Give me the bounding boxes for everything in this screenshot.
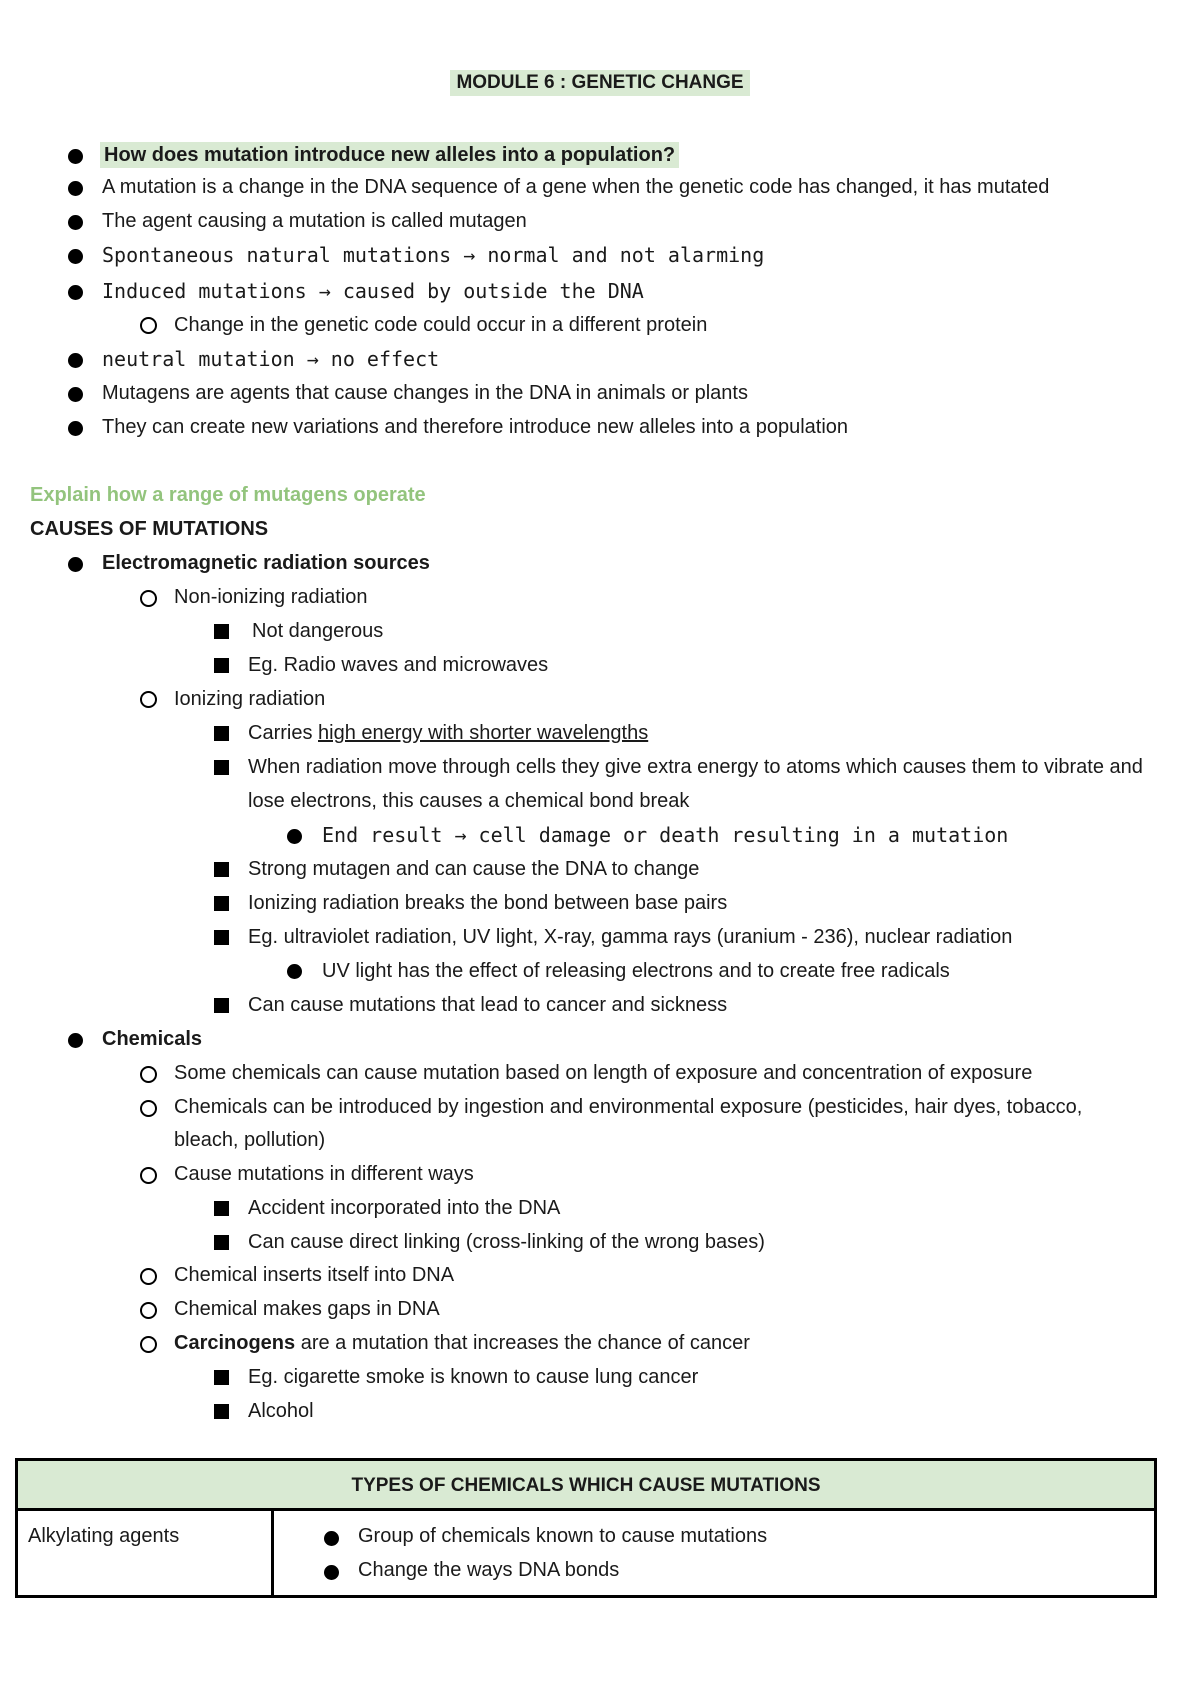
bullet-square: [214, 624, 229, 639]
bullet-disc: [324, 1531, 339, 1546]
question-line: [100, 142, 679, 168]
bullet-circle: [140, 317, 157, 334]
bullet-disc: [68, 1033, 83, 1048]
bullet-disc: [324, 1565, 339, 1580]
table-header: TYPES OF CHEMICALS WHICH CAUSE MUTATIONS: [18, 1461, 1154, 1511]
bullet-square: [214, 760, 229, 775]
sub-bullet-text: Chemicals can be introduced by ingestion and environmental exposure (pesticides, hair dyes, tobacco,: [174, 1096, 1083, 1118]
bullet-circle: [140, 1336, 157, 1353]
bullet-square: [214, 726, 229, 741]
bullet-square: [214, 1370, 229, 1385]
chemicals-label: Chemicals: [102, 1028, 203, 1050]
bullet-disc: [287, 964, 302, 979]
bullet-disc: [68, 421, 83, 436]
bullet-circle: [140, 1167, 157, 1184]
bullet-circle: [140, 691, 157, 708]
bullet-disc: [68, 353, 83, 368]
bullet-text: Mutagens are agents that cause changes in the DNA in animals or plants: [102, 382, 748, 404]
sub-sub-bullet-text: Not dangerous: [252, 620, 384, 642]
sub-sub-bullet-text: Alcohol: [248, 1400, 314, 1422]
sub-bullet-text: Non-ionizing radiation: [174, 586, 368, 608]
carries-underlined: high energy with shorter wavelengths: [318, 722, 649, 744]
bullet-circle: [140, 1100, 157, 1117]
sub-sub-bullet-text: [248, 720, 648, 746]
bullet-disc: [68, 285, 83, 300]
table-cell-bullet: Change the ways DNA bonds: [358, 1559, 620, 1581]
carcinogens-bold: Carcinogens: [174, 1332, 296, 1354]
sub-bullet-text: Chemical makes gaps in DNA: [174, 1298, 440, 1320]
sub-bullet-text-cont: bleach, pollution): [174, 1129, 326, 1151]
sub-sub-bullet-text: Accident incorporated into the DNA: [248, 1197, 561, 1219]
sub-sub-bullet-text: Eg. cigarette smoke is known to cause lung cancer: [248, 1366, 699, 1388]
bullet-circle: [140, 1066, 157, 1083]
sub-bullet-text: Change in the genetic code could occur in a different protein: [174, 314, 708, 336]
bullet-text: The agent causing a mutation is called mutagen: [102, 210, 527, 232]
bullet-disc: [68, 181, 83, 196]
bullet-text-mono: Induced mutations → caused by outside the DNA: [102, 279, 644, 303]
sub-sub-bullet-text: Eg. ultraviolet radiation, UV light, X-ray, gamma rays (uranium - 236), nuclear radiation: [248, 926, 1013, 948]
bullet-disc: [68, 215, 83, 230]
carries-text: Carries: [248, 722, 319, 744]
em-label: Electromagnetic radiation sources: [102, 552, 430, 574]
carcinogens-rest: are a mutation that increases the chance of cancer: [295, 1332, 750, 1354]
section-heading: Explain how a range of mutagens operate: [30, 484, 426, 506]
sub-sub-bullet-text-cont: lose electrons, this causes a chemical bond break: [248, 790, 690, 812]
bullet-circle: [140, 1302, 157, 1319]
sub-bullet-text: Ionizing radiation: [174, 688, 326, 710]
chemicals-table: [15, 1458, 1157, 1598]
page-title: MODULE 6 : GENETIC CHANGE: [450, 70, 749, 96]
level4-bullet-text: UV light has the effect of releasing electrons and to create free radicals: [322, 960, 950, 982]
bullet-square: [214, 1404, 229, 1419]
bullet-disc: [68, 387, 83, 402]
sub-sub-bullet-text: Can cause direct linking (cross-linking of the wrong bases): [248, 1231, 765, 1253]
bullet-text-mono: Spontaneous natural mutations → normal and not alarming: [102, 243, 765, 267]
sub-sub-bullet-text: Strong mutagen and can cause the DNA to change: [248, 858, 700, 880]
sub-bullet-text: Chemical inserts itself into DNA: [174, 1264, 455, 1286]
bullet-square: [214, 930, 229, 945]
question-highlight: How does mutation introduce new alleles into a population?: [100, 142, 679, 168]
sub-sub-bullet-text: Can cause mutations that lead to cancer and sickness: [248, 994, 728, 1016]
sub-bullet-text: [174, 1330, 750, 1356]
title-wrap: [0, 70, 1200, 96]
table-cell-bullet: Group of chemicals known to cause mutations: [358, 1525, 768, 1547]
bullet-square: [214, 1235, 229, 1250]
sub-bullet-text: Cause mutations in different ways: [174, 1163, 474, 1185]
bullet-text: They can create new variations and therefore introduce new alleles into a population: [102, 416, 849, 438]
bullet-square: [214, 998, 229, 1013]
causes-heading: CAUSES OF MUTATIONS: [30, 518, 269, 540]
bullet-text: A mutation is a change in the DNA sequence of a gene when the genetic code has changed, it has mutated: [102, 176, 1050, 198]
table-cell-name: Alkylating agents: [28, 1525, 180, 1547]
level4-bullet-text-mono: End result → cell damage or death resulting in a mutation: [322, 823, 1009, 847]
bullet-circle: [140, 1268, 157, 1285]
bullet-circle: [140, 590, 157, 607]
bullet-disc: [68, 149, 83, 164]
bullet-disc: [287, 829, 302, 844]
bullet-square: [214, 1201, 229, 1216]
bullet-square: [214, 896, 229, 911]
bullet-square: [214, 862, 229, 877]
bullet-disc: [68, 249, 83, 264]
bullet-square: [214, 658, 229, 673]
bullet-disc: [68, 557, 83, 572]
sub-sub-bullet-text: Ionizing radiation breaks the bond between base pairs: [248, 892, 728, 914]
sub-sub-bullet-text: Eg. Radio waves and microwaves: [248, 654, 549, 676]
sub-sub-bullet-text: When radiation move through cells they give extra energy to atoms which causes them to vibrate and: [248, 756, 1143, 778]
bullet-text-mono: neutral mutation → no effect: [102, 347, 440, 371]
table-column-divider: [271, 1511, 274, 1595]
sub-bullet-text: Some chemicals can cause mutation based on length of exposure and concentration of exposure: [174, 1062, 1033, 1084]
